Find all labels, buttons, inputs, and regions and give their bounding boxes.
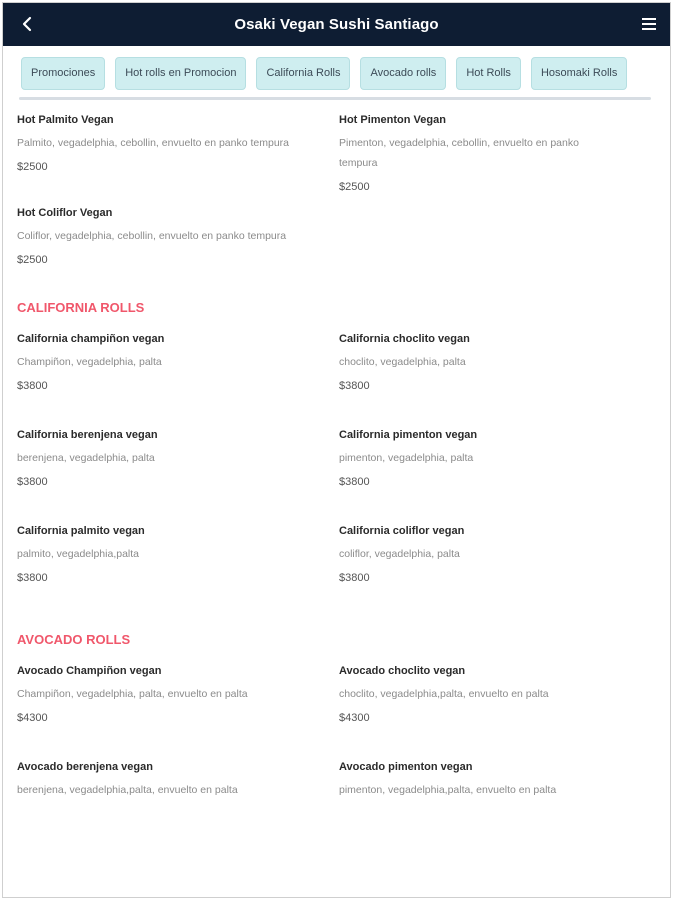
item-name: California palmito vegan xyxy=(17,525,145,537)
back-button[interactable] xyxy=(17,12,37,36)
app-frame xyxy=(2,2,671,898)
page-title: Osaki Vegan Sushi Santiago xyxy=(234,16,439,33)
item-description: Champiñon, vegadelphia, palta xyxy=(17,356,162,368)
item-description: pimenton, vegadelphia,palta, envuelto en palta xyxy=(339,784,557,796)
item-description: choclito, vegadelphia,palta, envuelto en palta xyxy=(339,688,549,700)
item-name: Avocado berenjena vegan xyxy=(17,761,153,773)
item-price: $4300 xyxy=(17,712,48,724)
menu-item[interactable] xyxy=(339,319,639,392)
section-title-avocado: AVOCADO ROLLS xyxy=(17,632,131,647)
item-price: $3800 xyxy=(339,572,370,584)
menu-item[interactable] xyxy=(17,488,339,584)
tab-promociones[interactable]: Promociones xyxy=(21,57,105,90)
item-description: Palmito, vegadelphia, cebollin, envuelto en panko tempura xyxy=(17,137,290,149)
menu-item[interactable] xyxy=(17,100,339,193)
item-price: $3800 xyxy=(17,476,48,488)
hamburger-menu-icon[interactable] xyxy=(640,15,658,33)
item-description: Coliflor, vegadelphia, cebollin, envuelto en panko tempura xyxy=(17,230,287,242)
item-name: California pimenton vegan xyxy=(339,429,478,441)
item-description: berenjena, vegadelphia,palta, envuelto en palta xyxy=(17,784,238,796)
top-app-bar xyxy=(3,3,670,46)
item-price: $2500 xyxy=(17,254,48,266)
item-price: $3800 xyxy=(17,572,48,584)
hot-rolls-grid xyxy=(17,100,670,266)
category-tabs xyxy=(3,46,670,92)
item-price: $4300 xyxy=(339,712,370,724)
item-name: California champiñon vegan xyxy=(17,333,165,345)
menu-item[interactable] xyxy=(339,488,639,584)
item-name: Hot Coliflor Vegan xyxy=(17,207,113,219)
item-name: Avocado choclito vegan xyxy=(339,665,466,677)
item-name: Avocado Champiñon vegan xyxy=(17,665,162,677)
menu-item[interactable] xyxy=(339,100,639,193)
item-name: California berenjena vegan xyxy=(17,429,158,441)
tab-california-rolls[interactable]: California Rolls xyxy=(256,57,350,90)
section-title-california: CALIFORNIA ROLLS xyxy=(17,300,145,315)
item-description: Champiñon, vegadelphia, palta, envuelto en palta xyxy=(17,688,248,700)
menu-item[interactable] xyxy=(339,651,639,724)
item-name: California coliflor vegan xyxy=(339,525,465,537)
avocado-rolls-grid xyxy=(17,651,670,800)
tab-avocado-rolls[interactable]: Avocado rolls xyxy=(360,57,446,90)
item-name: Hot Pimenton Vegan xyxy=(339,114,446,126)
item-description: berenjena, vegadelphia, palta xyxy=(17,452,155,464)
item-price: $3800 xyxy=(339,476,370,488)
item-description: pimenton, vegadelphia, palta xyxy=(339,452,474,464)
california-rolls-grid xyxy=(17,319,670,584)
menu-content xyxy=(3,100,670,800)
menu-item[interactable] xyxy=(17,319,339,392)
tab-hosomaki-rolls[interactable]: Hosomaki Rolls xyxy=(531,57,627,90)
menu-item[interactable] xyxy=(17,193,339,266)
menu-item[interactable] xyxy=(17,651,339,724)
item-price: $2500 xyxy=(339,181,370,193)
menu-item[interactable] xyxy=(339,724,639,800)
menu-item[interactable] xyxy=(339,392,639,488)
tab-hot-rolls-promocion[interactable]: Hot rolls en Promocion xyxy=(115,57,246,90)
menu-item[interactable] xyxy=(17,724,339,800)
item-description: choclito, vegadelphia, palta xyxy=(339,356,466,368)
item-description: Pimenton, vegadelphia, cebollin, envuelto en panko tempura xyxy=(339,137,579,169)
item-name: Hot Palmito Vegan xyxy=(17,114,114,126)
tab-hot-rolls[interactable]: Hot Rolls xyxy=(456,57,521,90)
item-price: $2500 xyxy=(17,161,48,173)
menu-item[interactable] xyxy=(17,392,339,488)
item-price: $3800 xyxy=(17,380,48,392)
chevron-left-icon xyxy=(22,16,32,32)
item-name: Avocado pimenton vegan xyxy=(339,761,473,773)
item-description: palmito, vegadelphia,palta xyxy=(17,548,140,560)
item-name: California choclito vegan xyxy=(339,333,470,345)
item-description: coliflor, vegadelphia, palta xyxy=(339,548,460,560)
item-price: $3800 xyxy=(339,380,370,392)
